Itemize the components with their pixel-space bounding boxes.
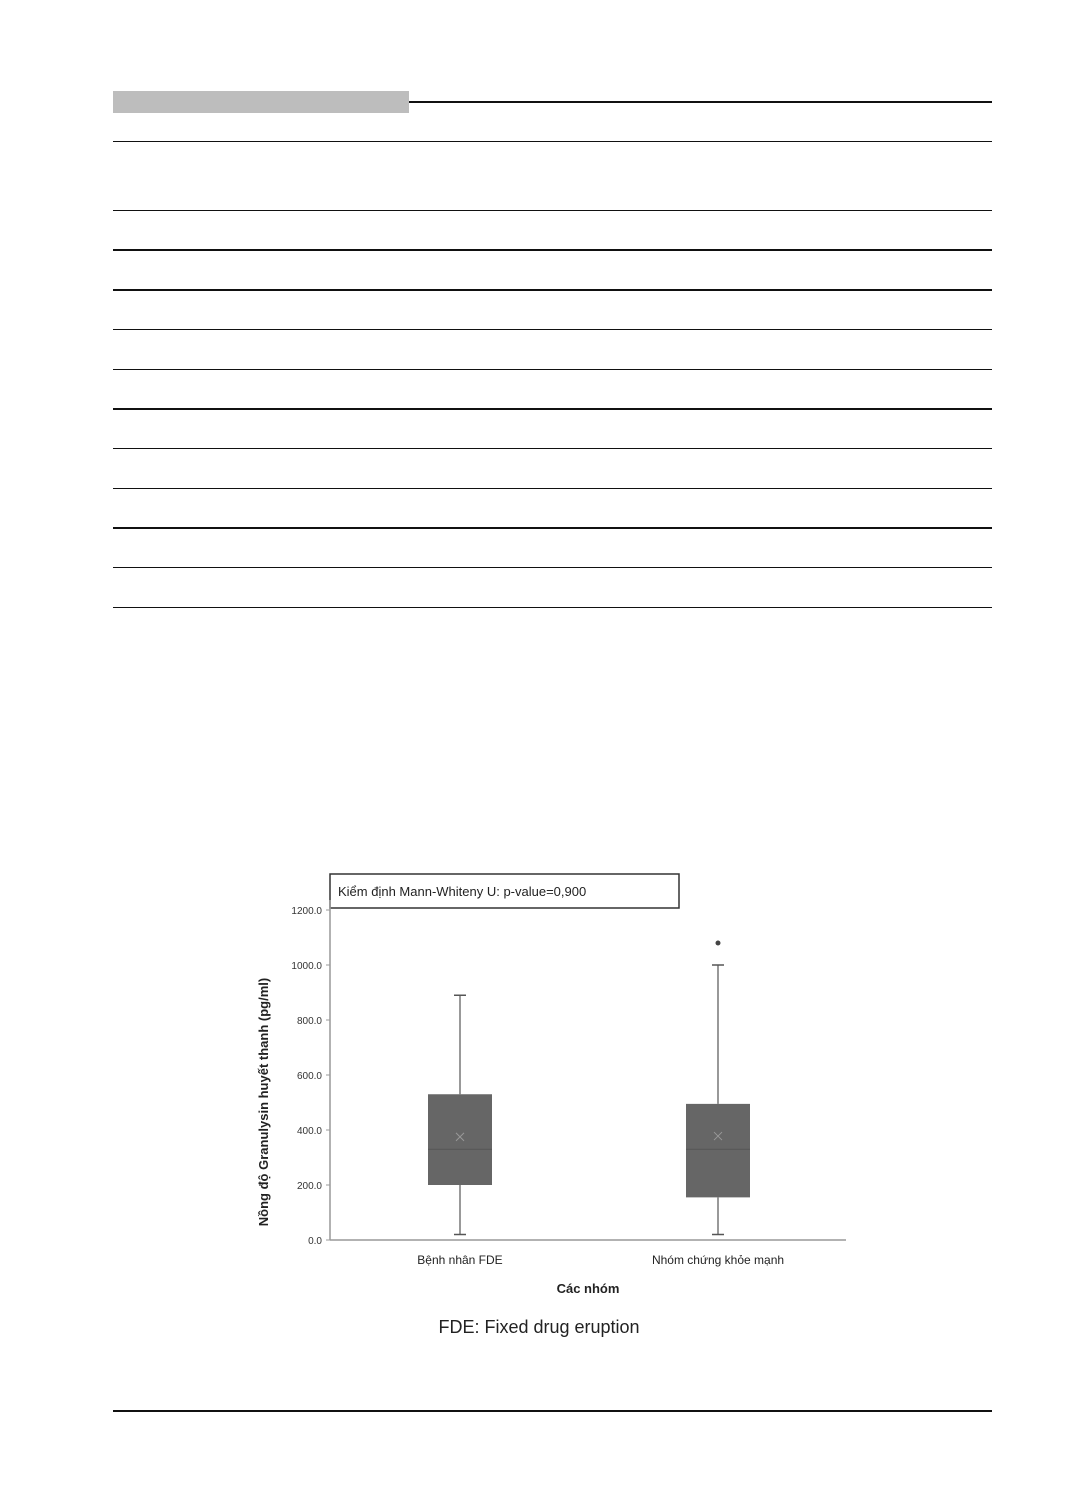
table-rule bbox=[113, 369, 992, 370]
table-rule bbox=[113, 289, 992, 291]
x-tick-label: Bệnh nhân FDE bbox=[417, 1253, 503, 1267]
y-tick-label: 200.0 bbox=[296, 1181, 322, 1192]
table-rule bbox=[113, 141, 992, 142]
box bbox=[428, 1094, 492, 1185]
table-rule bbox=[113, 210, 992, 211]
footer-rule bbox=[113, 1410, 992, 1412]
chart-background bbox=[238, 860, 858, 1305]
x-tick-label: Nhóm chứng khỏe mạnh bbox=[651, 1253, 785, 1267]
boxplot-chart bbox=[238, 860, 858, 1305]
table-rule bbox=[113, 607, 992, 608]
table-rule bbox=[113, 527, 992, 529]
y-tick-label: 600.0 bbox=[296, 1071, 322, 1082]
y-axis-label: Nồng độ Granulysin huyết thanh (pg/ml) bbox=[256, 977, 271, 1227]
x-axis-label: Các nhóm bbox=[556, 1281, 620, 1296]
table-rule bbox=[113, 488, 992, 489]
y-tick-label: 400.0 bbox=[296, 1126, 322, 1137]
boxplot-figure bbox=[238, 860, 858, 1305]
header-shaded-bar bbox=[113, 91, 409, 113]
table-rule bbox=[113, 408, 992, 410]
box bbox=[686, 1104, 750, 1198]
figure-caption: FDE: Fixed drug eruption bbox=[438, 1317, 640, 1337]
y-tick-label: 0.0 bbox=[308, 1236, 322, 1247]
table-rule bbox=[113, 249, 992, 251]
y-tick-label: 1000.0 bbox=[291, 961, 322, 972]
annotation-text: Kiểm định Mann-Whiteny U: p-value=0,900 bbox=[338, 884, 587, 899]
table-rule bbox=[113, 329, 992, 330]
table-rule bbox=[113, 567, 992, 568]
header-rule bbox=[409, 101, 992, 103]
outlier-point bbox=[716, 941, 721, 946]
y-tick-label: 800.0 bbox=[296, 1016, 322, 1027]
table-rule bbox=[113, 448, 992, 449]
y-tick-label: 1200.0 bbox=[291, 906, 322, 917]
